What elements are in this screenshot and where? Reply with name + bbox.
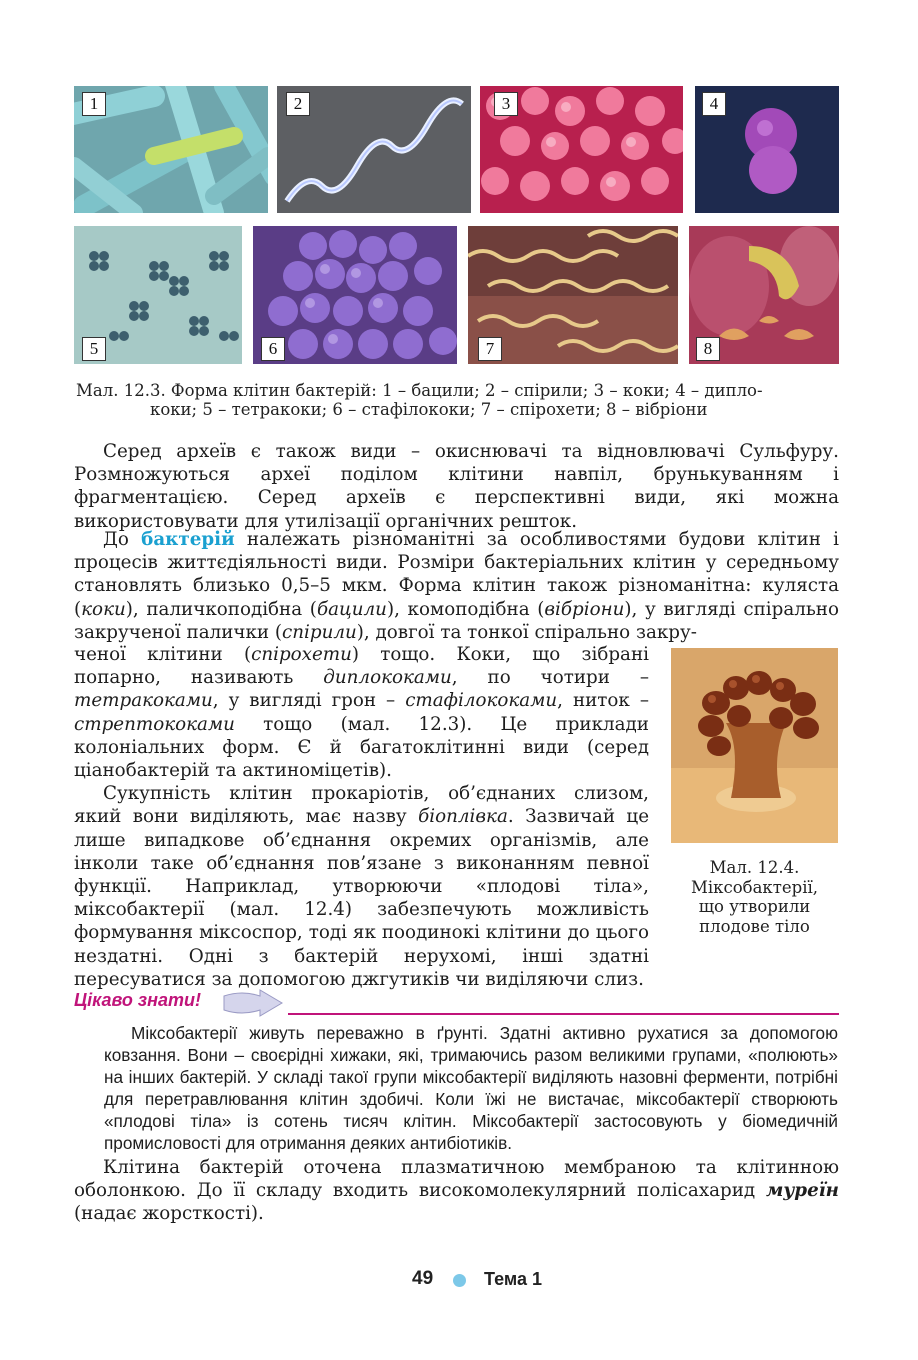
- figure-number-8: 8: [696, 337, 720, 361]
- text-span: Клітина бактерій оточена плазматичною мембраною та клітинною оболонкою. До її складу входить високомолекулярний полісахарид: [74, 1157, 839, 1202]
- figure-12-4-caption: [671, 858, 838, 936]
- text-span: ченої клітини (: [74, 644, 252, 665]
- figure-12-4-caption-line3: що утворили: [698, 897, 811, 916]
- interesting-text: Міксобактерії живуть переважно в ґрунті. Здатні активно рухатися за допомогою ковзання. Вони – своєрідні хижаки, які, тримаючись разом великими групами, «полюють» на інших бактерій. У складі такої групи міксобактерії виділяють назовні ферменти, потрібні для перетравлювання клітин здобичі. Коли їжі не вистачає, міксобактерії створюють «плодові тіла» із сотень тисяч клітин. Міксобактерії застосовують у біомедичній промисловості для отримання деяких антибіотиків.: [104, 1023, 838, 1154]
- figure-number-3: 3: [494, 92, 518, 116]
- figure-number-4: 4: [702, 92, 726, 116]
- image-myxobacteria: [671, 648, 838, 843]
- term-streptococci: стрептококами: [74, 713, 235, 735]
- text-span: ), у вигляді спірально закрученої палички (: [74, 598, 839, 643]
- text-span: . Зазвичай це лише випадкове об’єднання окремих організмів, але інколи таке об’єднання пов’язане з виконанням певної функції. Наприклад, утворюючи «плодові тіла», міксобактерії (мал. 12.4) забезпечують можливість формування міксоспор, тоді як поодинокі клітини до цього нездатні. Одні з бактерій нерухомі, інші здатні пересуватися за допомогою джгутиків чи виділяючи слиз.: [74, 806, 650, 990]
- paragraph-biofilm-text: [74, 782, 649, 991]
- text-span: Сукупність клітин прокаріотів, об’єднаних слизом, який вони виділяють, має назву: [74, 783, 649, 828]
- figure-12-4-caption-line2: Міксобактерії,: [691, 877, 818, 897]
- figure-12-3-caption-line2: коки; 5 – тетракоки; 6 – стафілококи; 7 – спірохети; 8 – вібріони: [150, 400, 708, 419]
- footer: [0, 1268, 918, 1294]
- paragraph-bacteria-continued: [74, 643, 649, 991]
- text-span: , ниток –: [557, 690, 649, 712]
- topic-label: Тема 1: [484, 1269, 542, 1289]
- term-cocci: коки: [81, 598, 126, 620]
- text-span: ) тощо. Коки, що зібрані попарно, називають: [74, 644, 649, 689]
- figure-12-4-caption-line1: Мал. 12.4.: [709, 858, 800, 877]
- figure-number-7: 7: [478, 337, 502, 361]
- figure-number-5: 5: [82, 337, 106, 361]
- text-span: До: [103, 529, 142, 550]
- term-tetracocci: тетракоками: [74, 690, 213, 712]
- text-span: , по чотири –: [451, 667, 650, 689]
- term-murein: муреїн: [765, 1180, 839, 1202]
- paragraph-cell-wall-text: [74, 1156, 839, 1226]
- term-diplococci: диплококами: [323, 667, 452, 689]
- figure-12-3-caption-line1: Мал. 12.3. Форма клітин бактерій: 1 – бацили; 2 – спірили; 3 – коки; 4 – дипло-: [76, 381, 763, 400]
- text-span: належать різноманітні за особливостями будови клітин і процесів життєдіяльності види. Розміри бактеріальних клітин у середньому становлять близько 0,5–5 мкм. Форма клітин також різноманітна: куляста (: [74, 529, 839, 620]
- term-vibrios: вібріони: [544, 598, 625, 620]
- term-spirilla: спірили: [282, 621, 357, 643]
- figure-12-4-caption-line4: плодове тіло: [699, 916, 810, 936]
- term-bacilli: бацили: [316, 598, 387, 620]
- paragraph-archaea-text: Серед археїв є також види – окиснювачі та відновлювачі Сульфуру. Розмножуються археї поділом клітини навпіл, брунькуванням і фрагментацією. Серед археїв є перспективні види, які можна використовувати для утилізації органічних решток.: [74, 441, 839, 532]
- figure-number-1: 1: [82, 92, 106, 116]
- interesting-title: Цікаво знати!: [74, 990, 201, 1010]
- term-spirochetes: спірохети: [251, 644, 352, 665]
- term-staphylococci: стафілококами: [405, 690, 558, 712]
- text-span: ), комоподібна (: [386, 598, 545, 620]
- paragraph-bacteria-top: [74, 528, 839, 644]
- paragraph-bacteria-text: [74, 528, 839, 644]
- text-span: (надає жорсткості).: [74, 1203, 264, 1225]
- interesting-divider: [288, 1013, 839, 1015]
- text-span: тощо (мал. 12.3). Це приклади колоніальних форм. Є й багатоклітинні види (серед ціанобактерій та актиноміцетів).: [74, 713, 649, 782]
- text-span: ), довгої та тонкої спірально закру-: [356, 621, 697, 643]
- figure-number-2: 2: [286, 92, 310, 116]
- footer-dot-icon: [453, 1274, 466, 1287]
- term-bacteria: бактерій: [141, 529, 235, 550]
- arrow-icon: [222, 988, 284, 1018]
- paragraph-archaea: [74, 440, 839, 533]
- text-span: ), паличкоподібна (: [125, 598, 317, 620]
- page-number: 49: [412, 1268, 434, 1289]
- paragraph-bacteria-continued-text: [74, 643, 649, 782]
- paragraph-cell-wall: [74, 1156, 839, 1226]
- figure-number-6: 6: [261, 337, 285, 361]
- text-span: , у вигляді грон –: [212, 690, 406, 712]
- term-biofilm: біоплівка: [418, 806, 508, 828]
